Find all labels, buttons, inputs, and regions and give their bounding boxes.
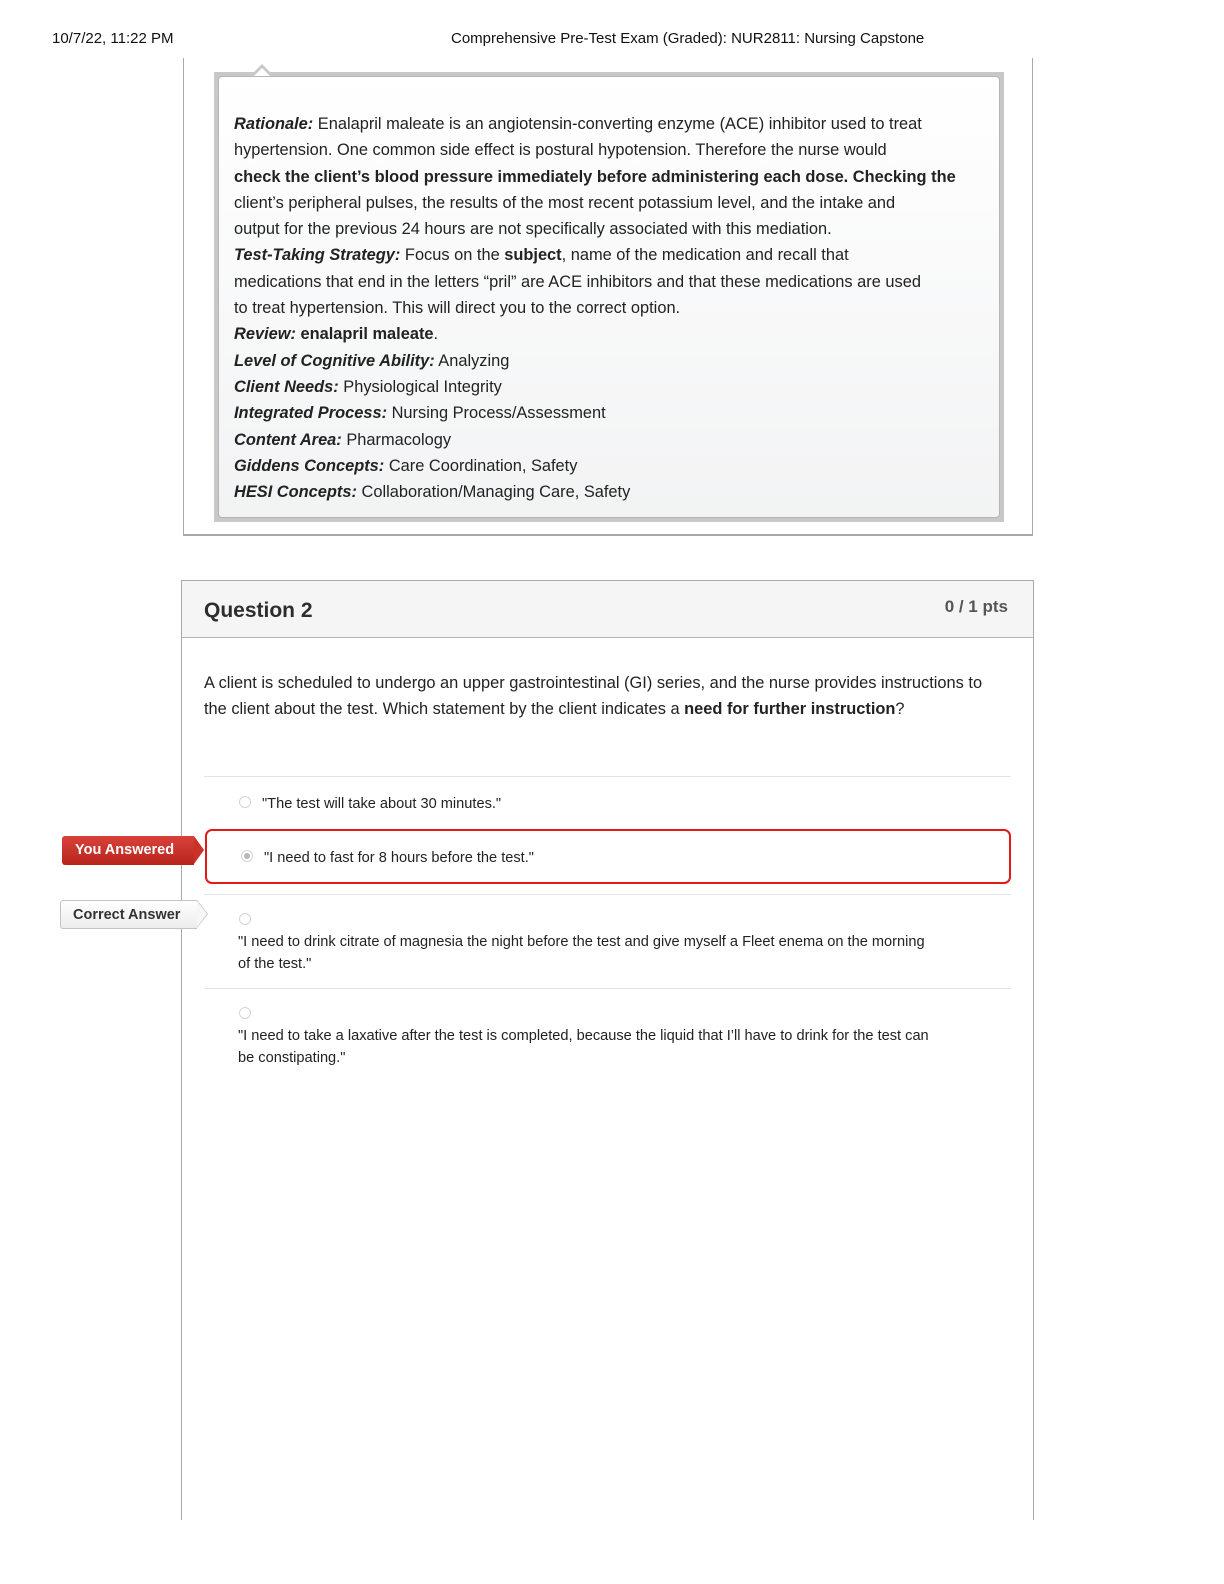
print-header (0, 30, 1224, 50)
field-value: Nursing Process/Assessment (387, 404, 606, 423)
strategy-line: medications that end in the letters “pril” are ACE inhibitors and that these medications are used (234, 272, 921, 291)
field-value: Pharmacology (341, 430, 452, 449)
answer-radio-selected[interactable] (241, 850, 253, 862)
strategy-label: Test-Taking Strategy: (234, 246, 401, 265)
rationale-panel (214, 72, 1004, 522)
answer-option-4-line: be constipating." (238, 1050, 346, 1066)
print-timestamp: 10/7/22, 11:22 PM (52, 30, 174, 47)
question-text-end: ? (895, 700, 905, 719)
field-label: Content Area: (234, 430, 342, 449)
field-value: Analyzing (434, 351, 510, 370)
question-card (181, 580, 1034, 1520)
answer-divider (204, 894, 1011, 895)
rationale-content (218, 76, 1000, 518)
answer-option-4-line: "I need to take a laxative after the test is completed, because the liquid that I’ll have to drink for the test can (238, 1028, 929, 1044)
answer-option-3[interactable] (238, 931, 925, 975)
rationale-text: Enalapril maleate is an angiotensin-converting enzyme (ACE) inhibitor used to treat (313, 115, 922, 133)
rationale-line: hypertension. One common side effect is postural hypotension. Therefore the nurse would (234, 141, 887, 160)
review-value: enalapril maleate (295, 325, 434, 344)
field-label: Giddens Concepts: (234, 456, 385, 475)
field-label: Integrated Process: (234, 404, 388, 423)
rationale-line (234, 111, 983, 137)
question-header (182, 581, 1033, 638)
integrated-process-line (234, 400, 983, 426)
question-title: Question 2 (204, 599, 313, 622)
question-points: 0 / 1 pts (944, 597, 1008, 616)
you-answered-tag: You Answered (62, 836, 194, 865)
client-needs-line (234, 374, 983, 400)
answer-option-3-line: of the test." (238, 956, 312, 972)
correct-answer-label: Correct Answer (73, 907, 181, 923)
question-text (204, 670, 994, 723)
answer-option-3-line: "I need to drink citrate of magnesia the night before the test and give myself a Fleet enema on the morning (238, 934, 925, 950)
rationale-pointer-inner (254, 68, 270, 76)
strategy-line (234, 242, 983, 268)
tag-pointer-inner (197, 901, 207, 927)
answer-radio[interactable] (239, 913, 251, 925)
giddens-concepts-line (234, 453, 983, 479)
answer-divider (204, 988, 1011, 989)
rationale-line: client’s peripheral pulses, the results of the most recent potassium level, and the intake and (234, 193, 896, 212)
field-label: Client Needs: (234, 377, 339, 396)
question-text-emphasis: need for further instruction (684, 700, 896, 719)
cognitive-level-line (234, 348, 983, 374)
question-text-body: A client is scheduled to undergo an upper gastrointestinal (GI) series, and the nurse provides instructions to the client about the test. Which statement by the client indicates a (204, 674, 983, 719)
answer-option-2[interactable]: "I need to fast for 8 hours before the test." (264, 850, 534, 866)
field-value: Collaboration/Managing Care, Safety (356, 483, 631, 502)
rationale-line: check the client’s blood pressure immediately before administering each dose. Checking the (234, 167, 956, 186)
strategy-bold: subject (504, 246, 562, 265)
field-label: HESI Concepts: (234, 483, 357, 502)
rationale-label: Rationale: (234, 115, 314, 133)
strategy-text: Focus on the (400, 246, 505, 265)
answer-option-4[interactable] (238, 1025, 929, 1069)
field-value: Care Coordination, Safety (384, 456, 578, 475)
strategy-line: to treat hypertension. This will direct you to the correct option. (234, 299, 681, 318)
field-label: Level of Cognitive Ability: (234, 351, 435, 370)
strategy-text-end: , name of the medication and recall that (561, 246, 849, 265)
answer-option-1[interactable]: "The test will take about 30 minutes." (262, 796, 502, 812)
content-area-line (234, 427, 983, 453)
answer-radio[interactable] (239, 1007, 251, 1019)
answer-radio[interactable] (239, 796, 251, 808)
review-label: Review: (234, 325, 296, 344)
answer-divider (204, 776, 1011, 777)
hesi-concepts-line (234, 479, 983, 505)
rationale-line: output for the previous 24 hours are not specifically associated with this mediation. (234, 220, 832, 239)
review-end: . (433, 325, 439, 344)
correct-answer-tag (60, 900, 197, 929)
field-value: Physiological Integrity (338, 377, 502, 396)
print-page-title: Comprehensive Pre-Test Exam (Graded): NUR2811: Nursing Capstone (451, 30, 925, 47)
review-line (234, 321, 983, 347)
